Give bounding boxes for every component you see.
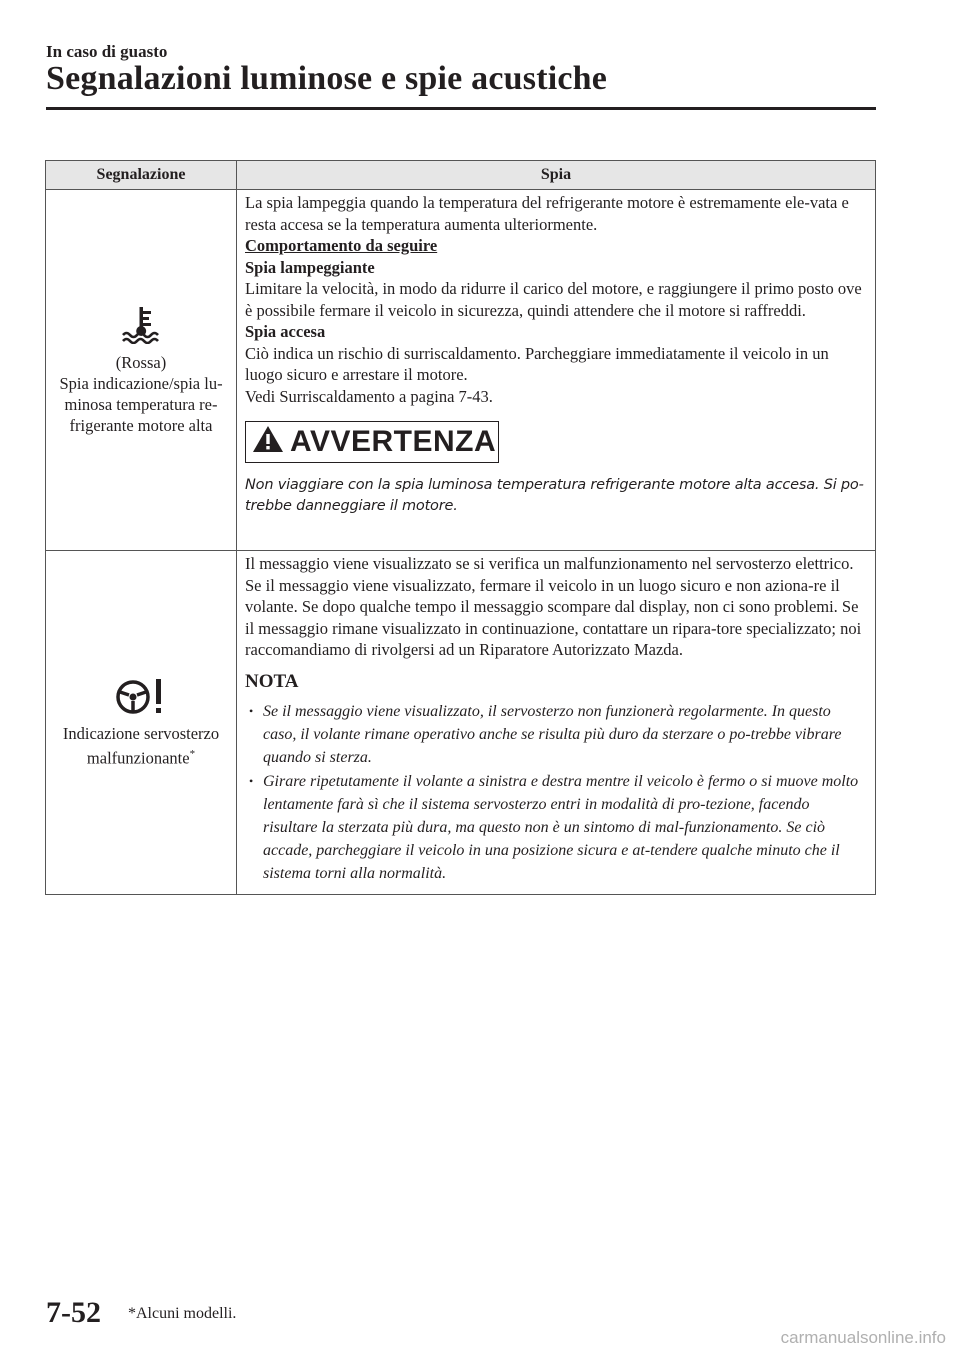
- light-color-note: (Rossa): [115, 353, 167, 372]
- warning-lights-table: [45, 160, 876, 895]
- list-item: • Girare ripetutamente il volante a sinistra e destra mentre il veicolo è fermo o si muove molto lentamente farà sì che il sistema servosterzo entri in modalità di pro-tezione, facendo risultare la sterzata più dura, ma questo non è un sintomo di mal-funzionamento. Se ciò accade, parcheggiare il veicolo in una posizione sicura e at-tendere qualche minuto che il sistema torni alla normalità.: [245, 770, 867, 885]
- warning-label: AVVERTENZA: [290, 425, 497, 459]
- coolant-temperature-icon: [119, 304, 163, 344]
- blink-heading: Spia lampeggiante: [245, 257, 375, 277]
- list-item: • Se il messaggio viene visualizzato, il servosterzo non funzionerà regolarmente. In questo caso, il volante rimane operativo anche se risulta più duro da sterzare o po-trebbe vibrare quando si sterza.: [245, 700, 867, 769]
- power-steering-warning-icon: [113, 677, 169, 717]
- warning-box: [245, 421, 499, 463]
- watermark: carmanualsonline.info: [780, 1328, 946, 1347]
- intro-text: La spia lampeggia quando la temperatura del refrigerante motore è estremamente ele-vata e resta accesa se la temperatura aumenta ulteriormente.: [245, 193, 849, 234]
- paragraph-2: Se il messaggio viene visualizzato, fermare il veicolo in un luogo sicuro e non aziona-re il volante. Se dopo qualche tempo il messaggio scompare dal display, non ci sono problemi. Se il messaggio rimane visualizzato in continuazione, contattare un ripara-tore specializzato; noi raccomandiamo di rivolgersi ad un Riparatore Autorizzato Mazda.: [245, 575, 862, 659]
- signal-label: Indicazione servosterzo malfunzionante*: [62, 723, 220, 768]
- footnote-mark: *: [189, 747, 196, 760]
- section-label: In caso di guasto: [46, 42, 168, 61]
- on-text: Ciò indica un rischio di surriscaldamento. Parcheggiare immediatamente il veicolo in un luogo sicuro e arrestare il motore.: [245, 343, 829, 384]
- warning-triangle-icon: [252, 425, 284, 459]
- page-number: 7-52: [46, 1296, 101, 1329]
- column-header-signal: Segnalazione: [46, 161, 237, 190]
- signal-label: Spia indicazione/spia lu- minosa temperatura re- frigerante motore alta: [59, 374, 223, 435]
- description-cell: [237, 190, 876, 551]
- behavior-heading: Comportamento da seguire: [245, 236, 438, 255]
- column-header-description: Spia: [237, 161, 876, 190]
- signal-cell: [46, 551, 237, 895]
- footnote: *Alcuni modelli.: [128, 1305, 237, 1322]
- blink-text: Limitare la velocità, in modo da ridurre il carico del motore, e raggiungere il primo posto ove è possibile fermare il veicolo in sicurezza, quindi attendere che il motore si raffreddi.: [245, 279, 862, 320]
- warning-text: Non viaggiare con la spia luminosa temperatura refrigerante motore alta accesa. Si po-trebbe danneggiare il motore.: [245, 477, 864, 514]
- page-title: Segnalazioni luminose e spie acustiche: [46, 60, 608, 97]
- table-row: [46, 190, 876, 551]
- on-heading: Spia accesa: [245, 322, 326, 341]
- title-divider: [46, 107, 876, 110]
- paragraph-1: Il messaggio viene visualizzato se si verifica un malfunzionamento nel servosterzo elettrico.: [245, 554, 854, 573]
- signal-cell: [46, 190, 237, 551]
- reference-text: Vedi Surriscaldamento a pagina 7-43.: [245, 386, 493, 406]
- note-list: [245, 700, 867, 885]
- description-cell: [237, 551, 876, 895]
- table-row: [46, 551, 876, 895]
- note-heading: NOTA: [245, 670, 299, 692]
